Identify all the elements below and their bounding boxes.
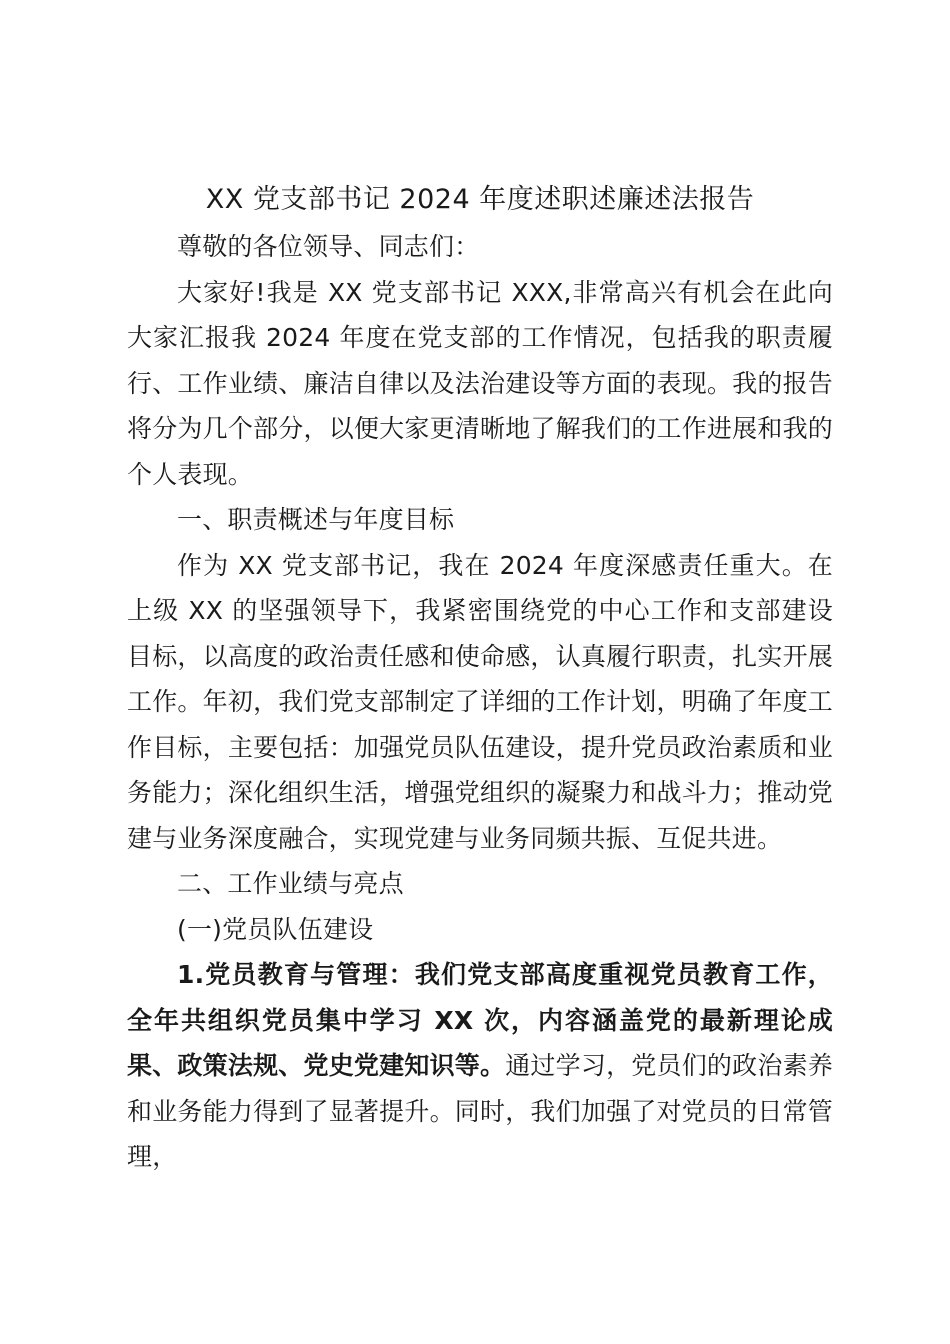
section-1-paragraph: 作为 XX 党支部书记，我在 2024 年度深感责任重大。在上级 XX 的坚强领导下，我紧密围绕党的中心工作和支部建设目标，以高度的政治责任感和使命感，认真履行职责，扎实开展工作。年初，我们党支部制定了详细的工作计划，明确了年度工作目标，主要包括：加强党员队伍建设，提升党员政治素质和业务能力；深化组织生活，增强党组织的凝聚力和战斗力；推动党建与业务深度融合，实现党建与业务同频共振、互促共进。 [127, 550, 833, 853]
section-2-heading: 二、工作业绩与亮点 [177, 869, 404, 898]
item-1-bold-lead: 1.党员教育与管理：我们党支部高度重视党员教育工作，全年共组织党员集中学习 XX 次，内容涵盖党的最新理论成果、政策法规、党史党建知识等。 [127, 960, 833, 1080]
document-title: XX 党支部书记 2024 年度述职述廉述法报告 [205, 184, 755, 215]
document-body [127, 176, 833, 1180]
item-1-continuation: 通过学习，党员们的政治素养和业务能力得到了显著提升。同时，我们加强了对党员的日常管理， [127, 1051, 833, 1171]
section-1-heading: 一、职责概述与年度目标 [177, 505, 455, 534]
subsection-1-heading: (一)党员队伍建设 [177, 914, 374, 944]
item-1-paragraph [127, 952, 833, 1180]
salutation: 尊敬的各位领导、同志们： [177, 232, 480, 261]
intro-paragraph: 大家好!我是 XX 党支部书记 XXX,非常高兴有机会在此向大家汇报我 2024 年度在党支部的工作情况，包括我的职责履行、工作业绩、廉洁自律以及法治建设等方面的表现。我的报告将分为几个部分，以便大家更清晰地了解我们的工作进展和我的个人表现。 [127, 277, 833, 489]
